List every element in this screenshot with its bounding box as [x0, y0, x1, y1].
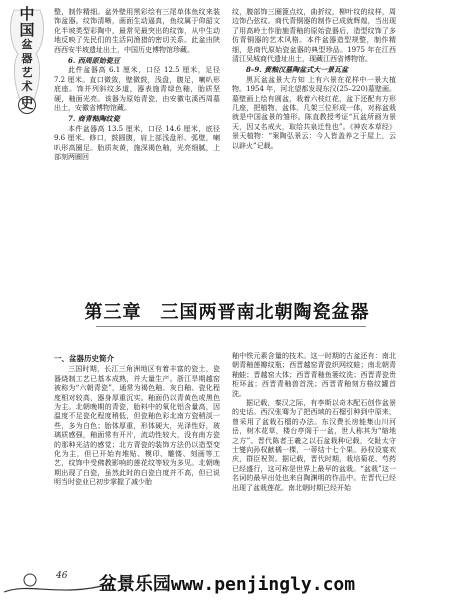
running-head-char: 艺 — [21, 66, 33, 79]
paragraph: 整，制作精细。盆外壁用黑彩绘有三尾单体鱼纹来装饰盆器。纹饰清晰，画面生动逼真，鱼纹属于仰韶文化半坡类型彩陶中，最常见最突出的纹饰，从中生动地反映了先民们的生活同渔猎的密切关系。此盆由陕西西安半坡遗址出土，中国历史博物馆珍藏。 — [54, 8, 220, 54]
paragraph: 釉中铁元素含量的技术。这一时期的古盆还有：南北朝青釉莲瓣纹瓶；西晋越窑青瓷织网纹蛙；南北朝青釉蛙；晋越窑大体；西晋青釉鱼篓纹洗；西晋青瓷贵柜环盆；西晋青釉兽首洗；西晋青釉刻方格纹罐首洗。 — [232, 352, 396, 398]
top-left-column — [54, 8, 220, 163]
bottom-left-column — [54, 352, 220, 488]
running-head-char: 器 — [21, 52, 33, 65]
running-head-char: 中 — [19, 5, 35, 23]
running-head-char: 术 — [21, 80, 33, 93]
chapter-divider — [96, 326, 366, 327]
item-heading: 7. 商青釉陶纹瓷 — [68, 114, 120, 124]
paragraph: 据记载，秦汉之际，有李斯以奇木配石创作盆景的史话。西汉张骞为了把西域的石榴引种到中原来，曾采用了盆栽石榴的办法。东汉费长房能集山川河岳，树木花草，楼台亭阁于一盆，世人称其为“缩地之方”。晋代陈者王羲之以石盆栽种记载，交趾太守士燮向孙权献橘一棵，一蒂结十七个果。孙权设宴欢庆，群臣祝贺。据记载，晋代时期，栽培菊花、芍药已经盛行，这可称是世界上最早的盆栽。“盆栽”这一名词的最早出处也来自陶渊明的作品中。在晋代已经出现了盆栽莲花。南北朝时期已经开始 — [232, 399, 396, 492]
bottom-right-column — [232, 352, 396, 493]
page-number: 46 — [56, 571, 68, 581]
watermark: 盆景乐园www.penjingly.com — [98, 574, 356, 595]
chapter-title: 第三章 三国两晋南北朝陶瓷盆器 — [84, 302, 370, 323]
running-head-char: 国 — [19, 21, 35, 39]
item-heading: 8–9. 黄釉汉墓陶盆式大一景瓦盆 — [246, 65, 349, 75]
paragraph: 黑瓦盆盆景大方知 上有六景在花样中一景大植物。1954 年，河北望都发现东汉(25–220)墓壁画。墓壁画上绘有圆盆，栽着六枝红花，盆下还配有方形几座，把植物、盆体、几架三位形成一体，对称盆栽就是中国盆景的雏形。陈直教授考证“瓦盆所画为景天，因又名戒火，取给共泉迁性也”。《神农本草经》景天植物：“案陶弘景云：今人皆盖养之于屋上，云以辟火”记载。 — [232, 75, 396, 150]
section-heading: 一、盆器历史简介 — [54, 354, 114, 363]
item-heading: 6. 西周原始瓷豆 — [68, 56, 120, 66]
running-head-logo — [6, 4, 48, 122]
running-head-char: 盆 — [21, 38, 33, 51]
paragraph: 三国时期，长江三角洲地区有着丰富的瓷土，瓷器烧制工艺已基本成熟，并大量生产。浙江旱期越窑被称为“六朝青瓷”，通常为褐色釉、灰白釉、瓷化程度相对较高，器身厚重沉实。釉面仍以青黄色或黑色为主。北朝晚期的青瓷，胎料中的氧化铝含量高，因温度不足瓷化程度稍低，但瓷釉色彩北南方瓷稍淡一些，多为白色；胎体厚重，形体硬大，光泽性好，玻璃质感强，釉面常有开片，流动性较大，没有南方瓷的那种光洁的感觉；北方青瓷的装饰方法仍以造型变化为主，但已开始有堆贴、模印、雕镂、刻画等工艺，纹饰中受佛教影响的莲花纹等较为多见。北朝晚期出现了白瓷，虽然此时的白瓷白度并不高，但已说明当时瓷业已初步掌握了减少胎 — [54, 365, 220, 487]
running-head-char: 史 — [18, 96, 36, 114]
paragraph: 本件盆器高 13.5 厘米，口径 14.6 厘米，底径 9.6 厘米。修口，鼓圆腹，肩上部浅盘形、弧壁，喇叭形高圈足。胎质灰黄，施深褐色釉，光亮细腻，上部刻两圈回 — [54, 124, 220, 162]
top-right-column — [232, 8, 396, 151]
paragraph: 此件盆器高 6.1 厘米，口径 12.5 厘米，足径 7.2 厘米。直口微敛，壁微鼓，浅盘，腹足，喇叭形底座。饰并列斜纹多道，器表施青绿色釉，胎质坚硬，釉面光亮。该器为原始青瓷，由安徽屯溪西周墓出土，安徽省博物馆藏。 — [54, 66, 220, 113]
paragraph: 纹，腹部饰三圈篦点纹，曲折纹，柳叶纹的纹样，周边饰凸弦纹。商代青铜器的制作已成就辉煌，当出现了用高岭土作胎施青釉的原始瓷器后，造型纹饰了多仿青铜器的艺术风格。本件盆器造型规整，制作精细，是商代原始瓷盆器的典型珍品。1975 年在江西清江吴城商代遗址出土，现藏江西省博物馆。 — [232, 8, 396, 64]
